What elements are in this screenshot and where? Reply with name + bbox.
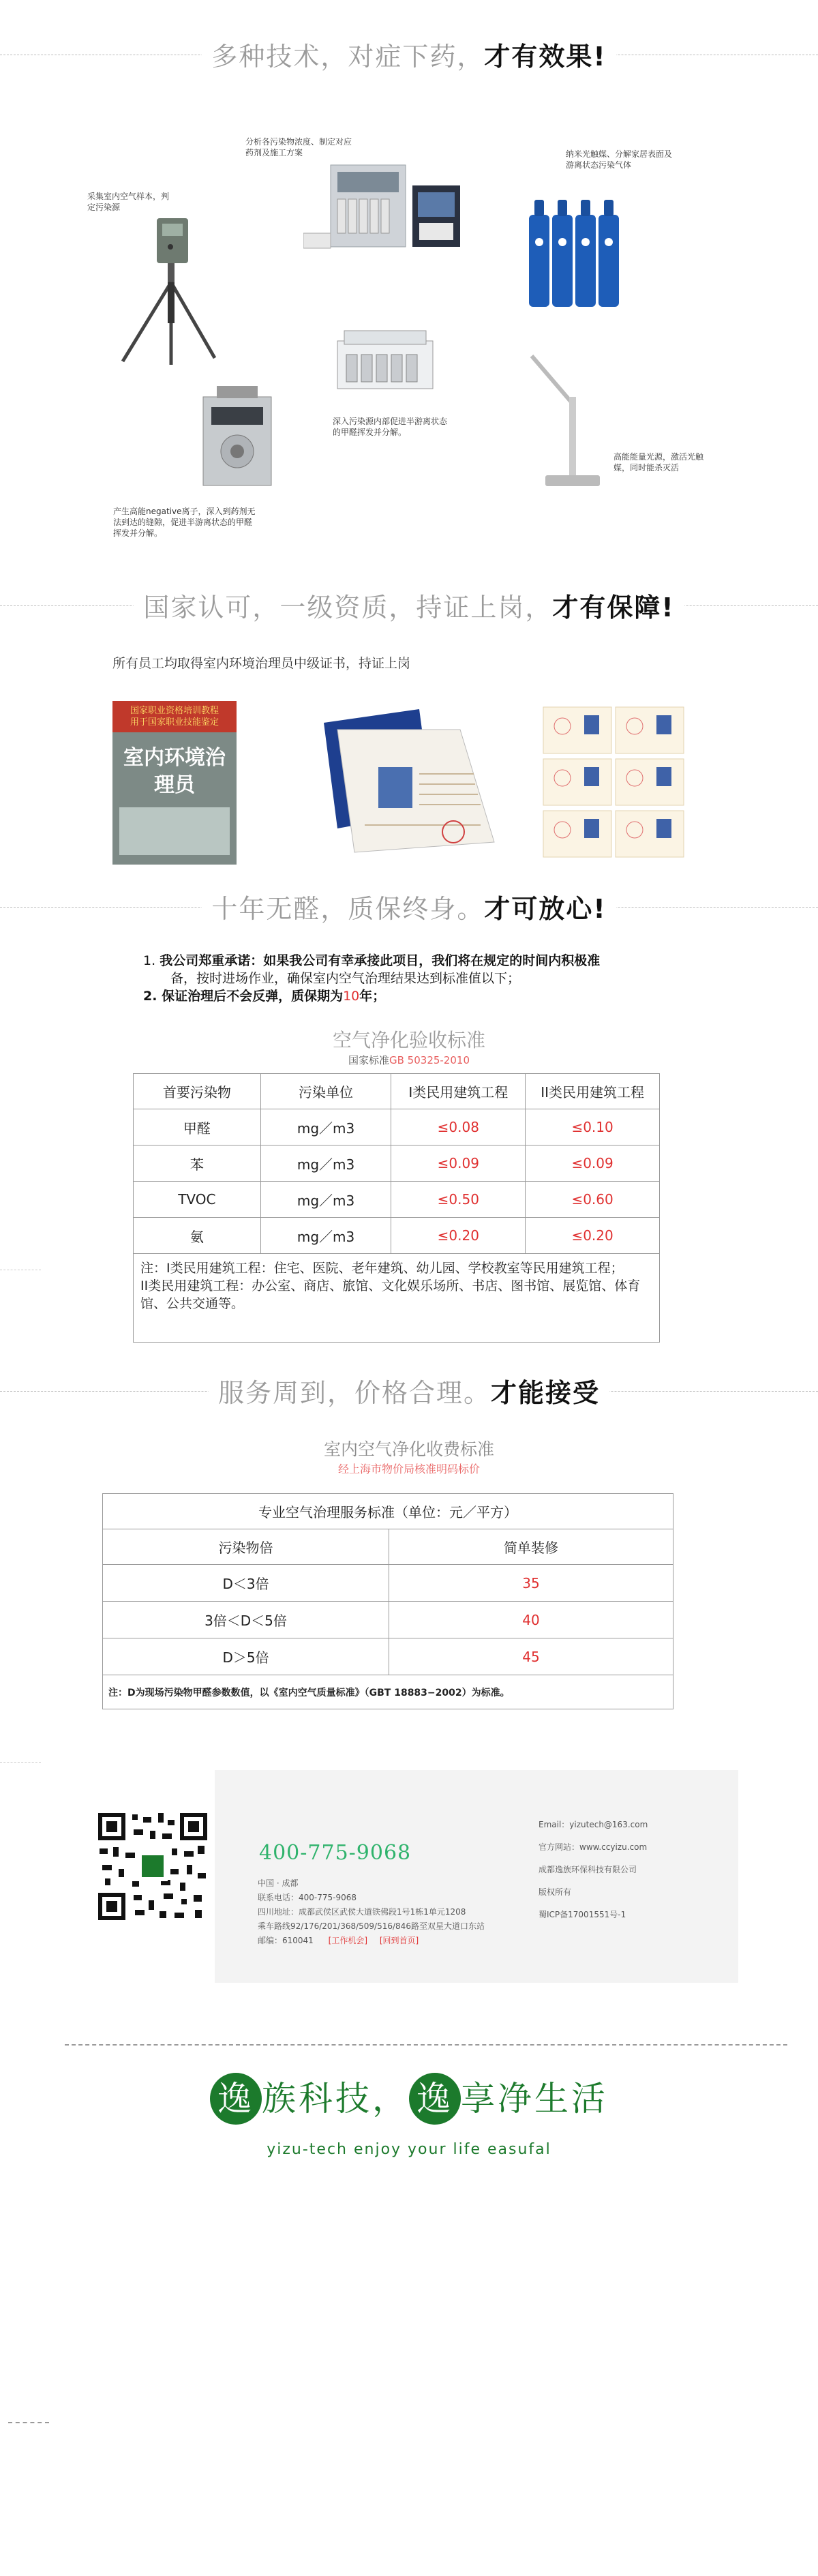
acceptance-subtitle: 国家标准GB 50325-2010 xyxy=(348,1054,470,1066)
section2-heading xyxy=(0,586,818,624)
divider xyxy=(65,2044,787,2046)
certificate-grid xyxy=(542,706,685,859)
table-note: 注：I类民用建筑工程：住宅、医院、老年建筑、幼儿园、学校教室等民用建筑工程； II类民用建筑工程：办公室、商店、旅馆、文化娱乐场所、书店、图书馆、展览馆、体育馆、公共交通等。 xyxy=(134,1254,660,1343)
table-header: 污染单位 xyxy=(260,1074,391,1109)
table-row: TVOC mg／m3 ≤0.50 ≤0.60 xyxy=(134,1182,660,1218)
heading-gray: 十年无醛，质保终身。 xyxy=(211,894,485,924)
table-header: 污染物倍 xyxy=(103,1529,389,1565)
brand-char-circle: 逸 xyxy=(409,2073,461,2125)
brand-slogan: 逸 族科技， 逸 享净生活 xyxy=(0,2073,818,2125)
footer-right-info: Email：yizutech@163.com 官方网站：www.ccyizu.com 成都逸族环保科技有限公司 版权所有 蜀ICP备17001551号-1 xyxy=(539,1814,648,1926)
heading-dark: 才有效果! xyxy=(484,42,607,72)
table-header: 首要污染物 xyxy=(134,1074,261,1109)
caption-ozone: 产生高能negative离子，深入到药剂无法到达的缝隙，促进半游离状态的甲醛挥发并分解。 xyxy=(113,507,256,538)
brand-char-circle: 逸 xyxy=(210,2073,262,2125)
divider xyxy=(8,2422,49,2423)
caption-uv: 高能能量光源，激活光触媒，同时能杀灭活 xyxy=(614,452,704,473)
promise-item-1: 1. 我公司郑重承诺：如果我公司有幸承接此项目，我们将在规定的时间内积极准 备，按时进场作业，确保室内空气治理结果达到标准值以下； xyxy=(143,953,601,986)
email-link[interactable]: Email：yizutech@163.com xyxy=(539,1820,648,1829)
table-header: 简单装修 xyxy=(389,1529,673,1565)
section3-heading xyxy=(0,888,818,925)
heading-dark: 才能接受 xyxy=(491,1378,601,1408)
table-row: D＜3倍 35 xyxy=(103,1565,673,1602)
table-row: D＞5倍 45 xyxy=(103,1638,673,1675)
acceptance-table xyxy=(133,1073,660,1343)
price-note: 注：D为现场污染物甲醛参数数值，以《室内空气质量标准》（GBT 18883−2002）为标准。 xyxy=(103,1675,673,1709)
table-row: 苯 mg／m3 ≤0.09 ≤0.09 xyxy=(134,1145,660,1182)
section4-heading xyxy=(0,1372,818,1409)
home-link[interactable]: [回到首页] xyxy=(379,1936,419,1945)
textbook-title: 室内环境治理员 xyxy=(123,746,226,797)
section1-heading xyxy=(0,35,818,73)
promise-item-2: 2. 保证治理后不会反弹，质保期为10年； xyxy=(143,989,386,1004)
promise-list xyxy=(143,952,723,1005)
divider xyxy=(0,1762,41,1763)
deep-treatment-image xyxy=(334,327,436,395)
heading-gray: 国家认可，一级资质，持证上岗， xyxy=(143,593,553,623)
heading-dark: 才可放心! xyxy=(484,894,607,924)
jobs-link[interactable]: [工作机会] xyxy=(328,1936,368,1945)
heading-dark: 才有保障! xyxy=(552,593,675,623)
footer-left-info: 中国 · 成都 联系电话：400-775-9068 四川地址：成都武侯区武侯大道铁佛段1号1栋1单元1208 乘车路线92/176/201/368/509/516/846路至双星大道口东站 邮编：610041 [工作机会] [回到首页] xyxy=(258,1878,485,1945)
table-row: 甲醛 mg／m3 ≤0.08 ≤0.10 xyxy=(134,1109,660,1145)
price-subtitle: 经上海市物价局核准明码标价 xyxy=(337,1463,480,1476)
table-header: I类民用建筑工程 xyxy=(391,1074,526,1109)
acceptance-title: 空气净化验收标准 xyxy=(332,1029,485,1051)
uv-lamp-image xyxy=(518,349,607,492)
analyzer-image xyxy=(303,158,470,254)
textbook-cover xyxy=(112,701,237,865)
caption-analyze: 分析各污染物浓度、制定对应药剂及施工方案 xyxy=(245,137,352,158)
heading-gray: 服务周到，价格合理。 xyxy=(217,1378,491,1408)
website-link[interactable]: 官方网站：www.ccyizu.com xyxy=(539,1842,648,1852)
heading-gray: 多种技术，对症下药， xyxy=(211,42,485,72)
caption-deep: 深入污染源内部促进半游离状态的甲醛挥发并分解。 xyxy=(333,417,448,437)
caption-sample: 采集室内空气样本，判定污染源 xyxy=(87,192,170,212)
ozone-generator-image xyxy=(196,383,278,492)
table-row: 3倍＜D＜5倍 40 xyxy=(103,1602,673,1638)
hotline-number: 400-775-9068 xyxy=(259,1841,412,1865)
table-header: II类民用建筑工程 xyxy=(526,1074,660,1109)
certificate-image xyxy=(317,709,501,859)
table-row: 氨 mg／m3 ≤0.20 ≤0.20 xyxy=(134,1218,660,1254)
caption-nano: 纳米光触媒、分解家居表面及游离状态污染气体 xyxy=(566,149,673,170)
brand-english-slogan: yizu-tech enjoy your life easufal xyxy=(267,2141,551,2158)
air-sampler-image xyxy=(102,211,225,368)
nano-bottles-image xyxy=(525,194,627,310)
price-table xyxy=(102,1493,673,1709)
price-caption: 专业空气治理服务标准（单位：元／平方） xyxy=(103,1494,673,1529)
qr-code-image xyxy=(95,1810,210,1923)
price-title: 室内空气净化收费标准 xyxy=(323,1439,494,1459)
cert-intro: 所有员工均取得室内环境治理员中级证书，持证上岗 xyxy=(112,656,411,671)
textbook-banner: 国家职业资格培训教程 用于国家职业技能鉴定 xyxy=(112,701,237,732)
